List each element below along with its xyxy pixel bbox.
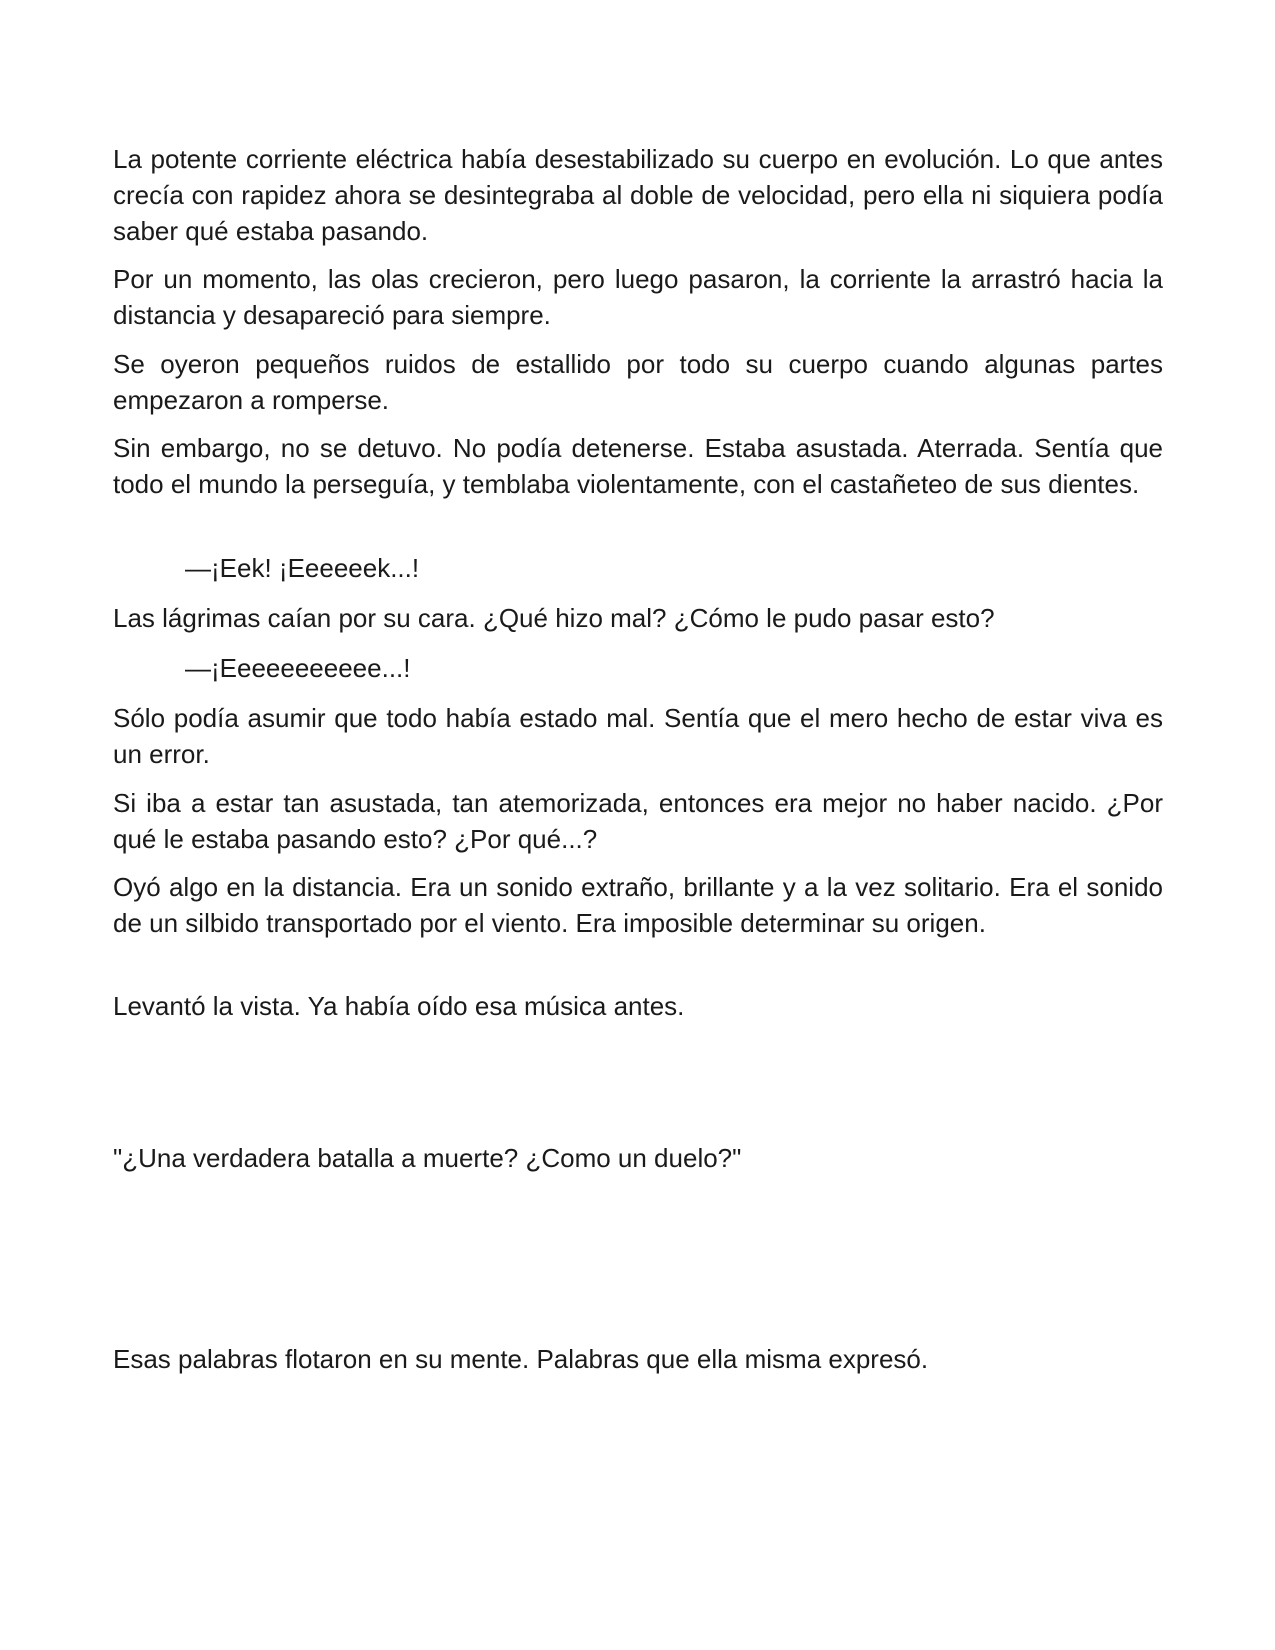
- quoted-line: "¿Una verdadera batalla a muerte? ¿Como un duelo?": [113, 1143, 742, 1173]
- dialogue-line-1: —¡Eek! ¡Eeeeeek...!: [185, 553, 420, 583]
- paragraph-2: Por un momento, las olas crecieron, pero luego pasaron, la corriente la arrastró hacia la distancia y desapareció para siempre.: [113, 264, 1163, 330]
- paragraph-7: Si iba a estar tan asustada, tan atemorizada, entonces era mejor no haber nacido. ¿Por qué le estaba pasando esto? ¿Por qué...?: [113, 788, 1163, 854]
- paragraph-1: La potente corriente eléctrica había desestabilizado su cuerpo en evolución. Lo que antes crecía con rapidez ahora se desintegraba al doble de velocidad, pero ella ni siquiera podía saber qué estaba pasando.: [113, 144, 1163, 246]
- dialogue-line-2: —¡Eeeeeeeeeee...!: [185, 653, 411, 683]
- paragraph-5: Las lágrimas caían por su cara. ¿Qué hizo mal? ¿Cómo le pudo pasar esto?: [113, 603, 995, 633]
- paragraph-4: Sin embargo, no se detuvo. No podía detenerse. Estaba asustada. Aterrada. Sentía que todo el mundo la perseguía, y temblaba violentamente, con el castañeteo de sus dientes.: [113, 433, 1163, 499]
- paragraph-9: Levantó la vista. Ya había oído esa música antes.: [113, 991, 685, 1021]
- paragraph-6: Sólo podía asumir que todo había estado mal. Sentía que el mero hecho de estar viva es un error.: [113, 703, 1163, 769]
- paragraph-8: Oyó algo en la distancia. Era un sonido extraño, brillante y a la vez solitario. Era el sonido de un silbido transportado por el viento. Era imposible determinar su origen.: [113, 872, 1163, 938]
- paragraph-3: Se oyeron pequeños ruidos de estallido por todo su cuerpo cuando algunas partes empezaron a romperse.: [113, 349, 1163, 415]
- paragraph-10: Esas palabras flotaron en su mente. Palabras que ella misma expresó.: [113, 1344, 929, 1374]
